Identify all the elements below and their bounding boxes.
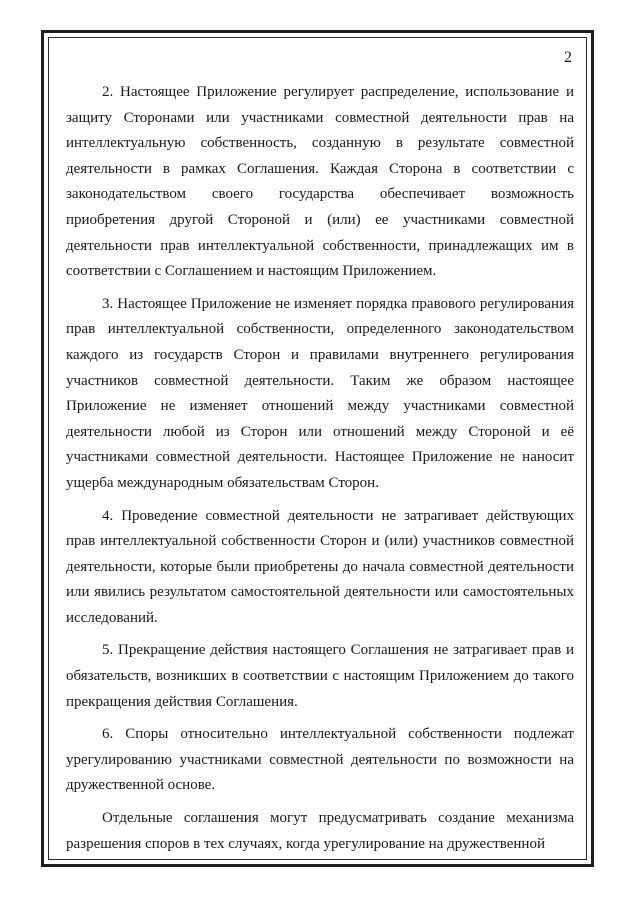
paragraph-3-legal-regulation: 3. Настоящее Приложение не изменяет порядка правового регулирования прав интеллектуальной собственности, определенного законодательством каждого из государств Сторон и правилами внутреннего регулирования участников совместной деятельности. Таким же образом настоящее Приложение не изменяет отношений между участниками совместной деятельности любой из Сторон или отношений между Стороной и её участниками совместной деятельности. Настоящее Приложение не наносит ущерба международным обязательствам Сторон. — [66, 295, 574, 491]
paragraph-5-termination: 5. Прекращение действия настоящего Соглашения не затрагивает прав и обязательств, возникших в соответствии с настоящим Приложением до такого прекращения действия Соглашения. — [66, 642, 574, 710]
page-number: 2 — [564, 49, 572, 66]
paragraph-dispute-mechanism: Отдельные соглашения могут предусматривать создание механизма разрешения споров в тех случаях, когда урегулирование на дружественной — [66, 810, 574, 852]
paragraph-6-disputes: 6. Споры относительно интеллектуальной собственности подлежат урегулированию участниками совместной деятельности по возможности на дружественной основе. — [66, 726, 574, 794]
paragraph-2-intellectual-property-distribution: 2. Настоящее Приложение регулирует распределение, использование и защиту Сторонами или участниками совместной деятельности прав на интеллектуальную собственность, созданную в результате совместной деятельности в рамках Соглашения. Каждая Сторона в соответствии с законодательством своего государства обеспечивает возможность приобретения другой Стороной и (или) ее участниками совместной деятельности прав интеллектуальной собственности, принадлежащих им в соответствии с Соглашением и настоящим Приложением. — [66, 84, 574, 280]
document-body — [66, 80, 574, 864]
paragraph-4-existing-rights: 4. Проведение совместной деятельности не затрагивает действующих прав интеллектуальной собственности Сторон и (или) участников совместной деятельности, которые были приобретены до начала совместной деятельности или явились результатом самостоятельной деятельности или самостоятельных исследований. — [66, 507, 574, 626]
